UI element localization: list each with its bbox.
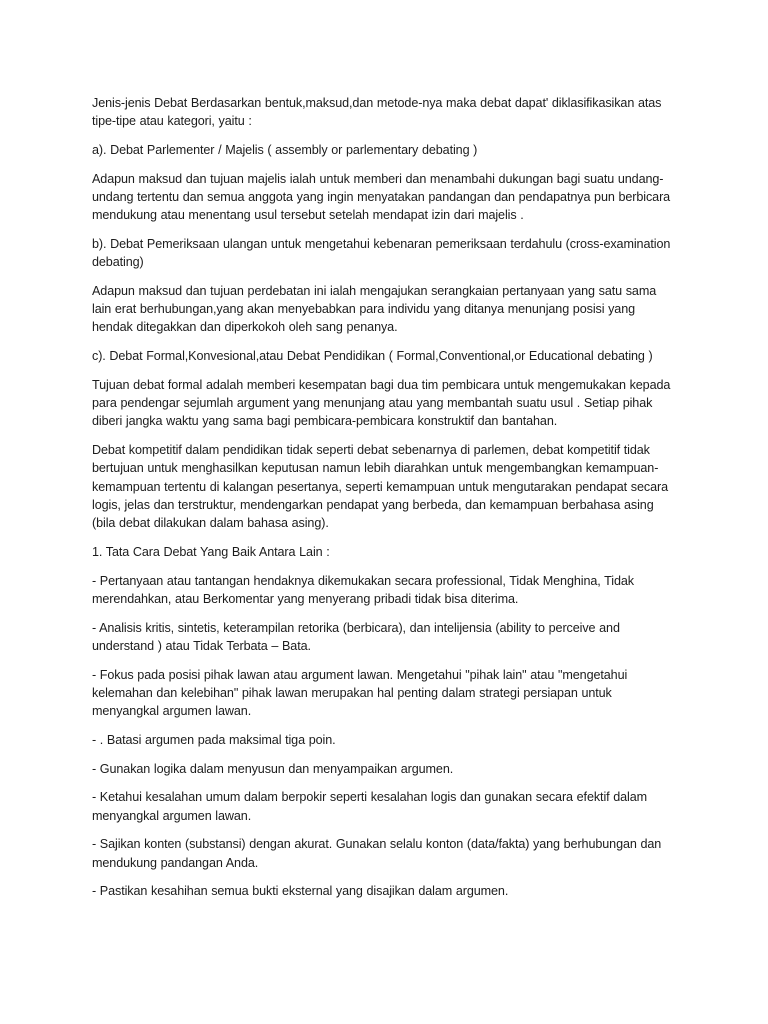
heading-debat-parlementer: a). Debat Parlementer / Majelis ( assembly or parlementary debating ) <box>92 143 478 157</box>
paragraph-debat-formal: Tujuan debat formal adalah memberi kesempatan bagi dua tim pembicara untuk mengemukakan kepada para pendengar sejumlah argument yang menunjang atau yang membantah suatu usul . Setiap pihak diberi jangka waktu yang sama bagi pembicara-pembicara konstruktif dan bantahan. <box>92 378 671 429</box>
list-item: - Sajikan konten (substansi) dengan akurat. Gunakan selalu konton (data/fakta) yang berhubungan dan mendukung pandangan Anda. <box>92 837 662 870</box>
heading-debat-pemeriksaan: b). Debat Pemeriksaan ulangan untuk mengetahui kebenaran pemeriksaan terdahulu (cross-examination debating) <box>92 237 671 270</box>
list-item: - Fokus pada posisi pihak lawan atau argument lawan. Mengetahui "pihak lain" atau "mengetahui kelemahan dan kelebihan" pihak lawan merupakan hal penting dalam strategi persiapan untuk menyangkal argumen lawan. <box>92 667 628 719</box>
heading-tata-cara: 1. Tata Cara Debat Yang Baik Antara Lain : <box>92 544 330 559</box>
paragraph-debat-pemeriksaan: Adapun maksud dan tujuan perdebatan ini ialah mengajukan serangkaian pertanyaan yang satu sama lain erat berhubungan,yang akan menyebabkan para individu yang ditanya menunjang posisi yang hendak ditegakkan dan diperkokoh oleh sang penanya. <box>92 284 657 335</box>
paragraph-debat-parlementer: Adapun maksud dan tujuan majelis ialah untuk memberi dan menambahi dukungan bagi suatu undang-undang tertentu dan semua anggota yang ingin menyatakan pandangan dan pendapatnya pun berbicara mendukung atau menentang usul tersebut setelah mendapat izin dari majelis . <box>92 171 671 223</box>
list-item: - Analisis kritis, sintetis, keterampilan retorika (berbicara), dan intelijensia (ability to perceive and understand ) atau Tidak Terbata – Bata. <box>92 620 620 653</box>
paragraph-debat-kompetitif: Debat kompetitif dalam pendidikan tidak seperti debat sebenarnya di parlemen, debat kompetitif tidak bertujuan untuk menghasilkan keputusan namun lebih diarahkan untuk mengembangkan kemampuan-kemampuan tertentu di kalangan pesertanya, seperti kemampuan untuk mengutarakan pendapat secara logis, jelas dan terstruktur, mendengarkan pendapat yang berbeda, dan kemampuan berbahasa asing (bila debat dilakukan dalam bahasa asing). <box>92 443 668 531</box>
list-item: - Ketahui kesalahan umum dalam berpokir seperti kesalahan logis dan gunakan secara efektif dalam menyangkal argumen lawan. <box>92 790 648 823</box>
intro-paragraph: Jenis-jenis Debat Berdasarkan bentuk,maksud,dan metode-nya maka debat dapat' diklasifikasikan atas tipe-tipe atau kategori, yaitu : <box>92 96 662 129</box>
list-item: - Pastikan kesahihan semua bukti eksternal yang disajikan dalam argumen. <box>92 884 509 899</box>
heading-debat-formal: c). Debat Formal,Konvesional,atau Debat Pendidikan ( Formal,Conventional,or Educational debating ) <box>92 349 653 364</box>
list-item: - Gunakan logika dalam menyusun dan menyampaikan argumen. <box>92 761 454 776</box>
list-item: - Pertanyaan atau tantangan hendaknya dikemukakan secara professional, Tidak Menghina, Tidak merendahkan, atau Berkomentar yang menyerang pribadi tidak bisa diterima. <box>92 573 634 606</box>
list-item: - . Batasi argumen pada maksimal tiga poin. <box>92 732 336 747</box>
